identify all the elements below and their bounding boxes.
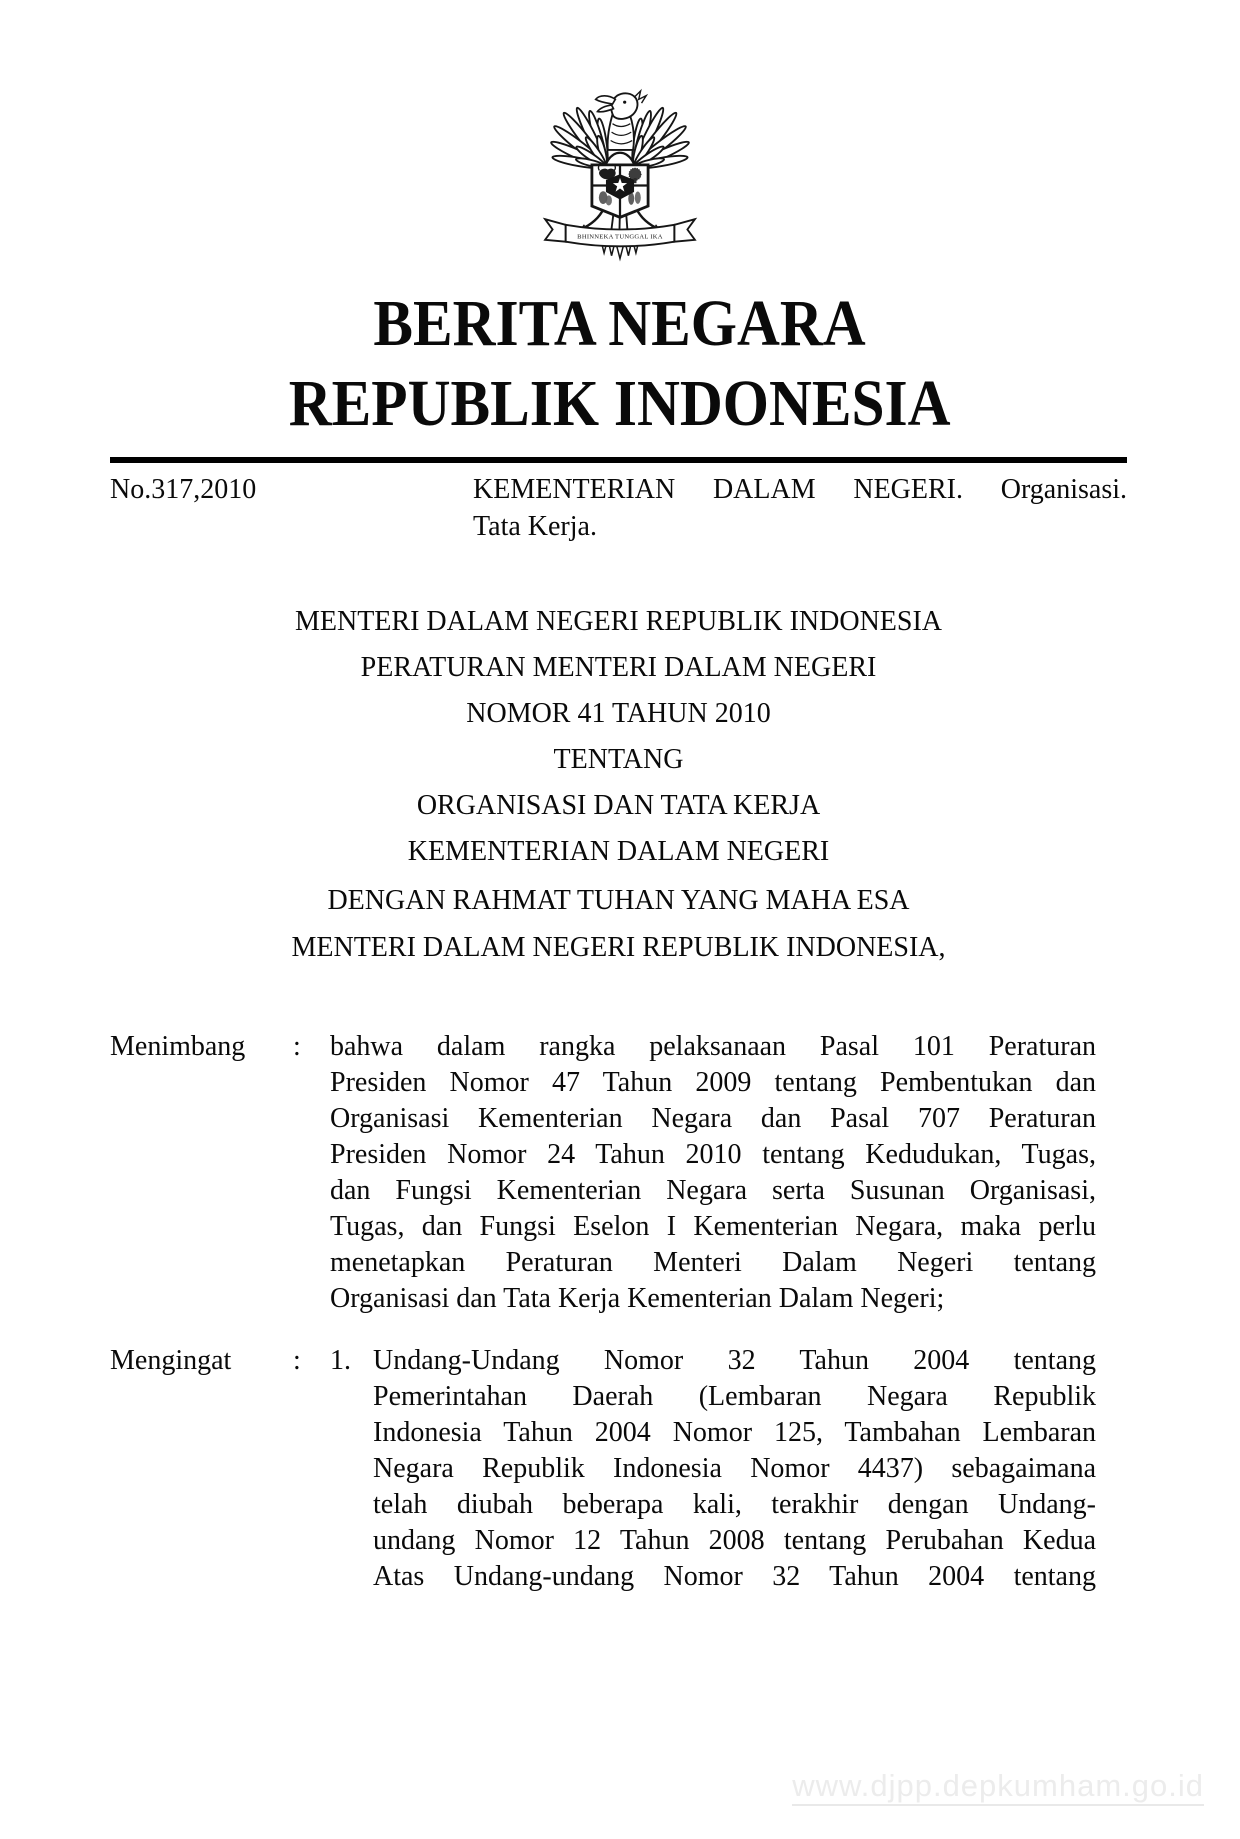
masthead-issue-row bbox=[110, 471, 1127, 545]
subject-classification bbox=[473, 471, 1127, 545]
ribbon-motto-text: BHINNEKA TUNGGAL IKA bbox=[577, 233, 663, 241]
text-line: telah diubah beberapa kali, terakhir dengan Undang- bbox=[373, 1489, 1096, 1520]
regulation-heading bbox=[110, 599, 1127, 875]
considerations-row bbox=[110, 1029, 1127, 1317]
gazette-title bbox=[0, 284, 1240, 444]
considerations-label: Menimbang bbox=[110, 1031, 246, 1062]
legal-basis-colon: : bbox=[293, 1345, 301, 1376]
legal-basis-row bbox=[110, 1343, 1127, 1595]
text-line: MENTERI DALAM NEGERI REPUBLIK INDONESIA bbox=[294, 606, 943, 637]
text-line: Indonesia Tahun 2004 Nomor 125, Tambahan Lembaran bbox=[373, 1417, 1096, 1448]
text-line: KEMENTERIAN DALAM NEGERI. Organisasi. bbox=[473, 474, 1127, 505]
garuda-right-wing bbox=[630, 106, 690, 171]
considerations-text bbox=[330, 1029, 1096, 1317]
text-line: Tata Kerja. bbox=[473, 511, 597, 542]
document-page bbox=[0, 84, 1240, 1839]
text-line: Negara Republik Indonesia Nomor 4437) sebagaimana bbox=[373, 1453, 1096, 1484]
issue-number: No.317,2010 bbox=[110, 474, 257, 505]
text-line: ORGANISASI DAN TATA KERJA bbox=[416, 790, 821, 821]
gazette-title-line1: BERITA NEGARA bbox=[373, 287, 867, 360]
text-line: dan Fungsi Kementerian Negara serta Susunan Organisasi, bbox=[330, 1175, 1096, 1206]
masthead-rule bbox=[110, 457, 1127, 463]
legal-basis-item-number: 1. bbox=[330, 1345, 351, 1376]
text-line: TENTANG bbox=[553, 744, 684, 775]
text-line: bahwa dalam rangka pelaksanaan Pasal 101 Peraturan bbox=[330, 1031, 1096, 1062]
text-line: KEMENTERIAN DALAM NEGERI bbox=[407, 836, 830, 867]
text-line: menetapkan Peraturan Menteri Dalam Negeri tentang bbox=[330, 1247, 1096, 1278]
text-line: Organisasi dan Tata Kerja Kementerian Dalam Negeri; bbox=[330, 1283, 945, 1314]
gazette-title-line2: REPUBLIK INDONESIA bbox=[289, 367, 951, 440]
text-line: Undang-Undang Nomor 32 Tahun 2004 tentang bbox=[373, 1345, 1096, 1376]
garuda-left-wing bbox=[549, 106, 609, 171]
text-line: NOMOR 41 TAHUN 2010 bbox=[466, 698, 771, 729]
legal-basis-label: Mengingat bbox=[110, 1345, 232, 1376]
authority-line: MENTERI DALAM NEGERI REPUBLIK INDONESIA, bbox=[291, 932, 946, 963]
garuda-pancasila-emblem bbox=[517, 84, 723, 272]
text-line: Pemerintahan Daerah (Lembaran Negara Republik bbox=[373, 1381, 1096, 1412]
text-line: Organisasi Kementerian Negara dan Pasal 707 Peraturan bbox=[330, 1103, 1096, 1134]
text-line: Presiden Nomor 24 Tahun 2010 tentang Kedudukan, Tugas, bbox=[330, 1139, 1096, 1170]
legal-basis-item-text bbox=[373, 1343, 1096, 1595]
watermark-url: www.djpp.depkumham.go.id bbox=[792, 1770, 1204, 1806]
garuda-eye bbox=[623, 101, 626, 104]
considerations-colon: : bbox=[293, 1031, 301, 1062]
text-line: Presiden Nomor 47 Tahun 2009 tentang Pembentukan dan bbox=[330, 1067, 1096, 1098]
national-emblem bbox=[517, 84, 723, 272]
invocation-line: DENGAN RAHMAT TUHAN YANG MAHA ESA bbox=[327, 885, 910, 916]
text-line: Atas Undang-undang Nomor 32 Tahun 2004 tentang bbox=[373, 1561, 1096, 1592]
pancasila-shield bbox=[592, 164, 648, 217]
text-line: PERATURAN MENTERI DALAM NEGERI bbox=[360, 652, 877, 683]
invocation-block bbox=[110, 877, 1127, 971]
text-line: Tugas, dan Fungsi Eselon I Kementerian Negara, maka perlu bbox=[330, 1211, 1096, 1242]
text-line: undang Nomor 12 Tahun 2008 tentang Perubahan Kedua bbox=[373, 1525, 1096, 1556]
